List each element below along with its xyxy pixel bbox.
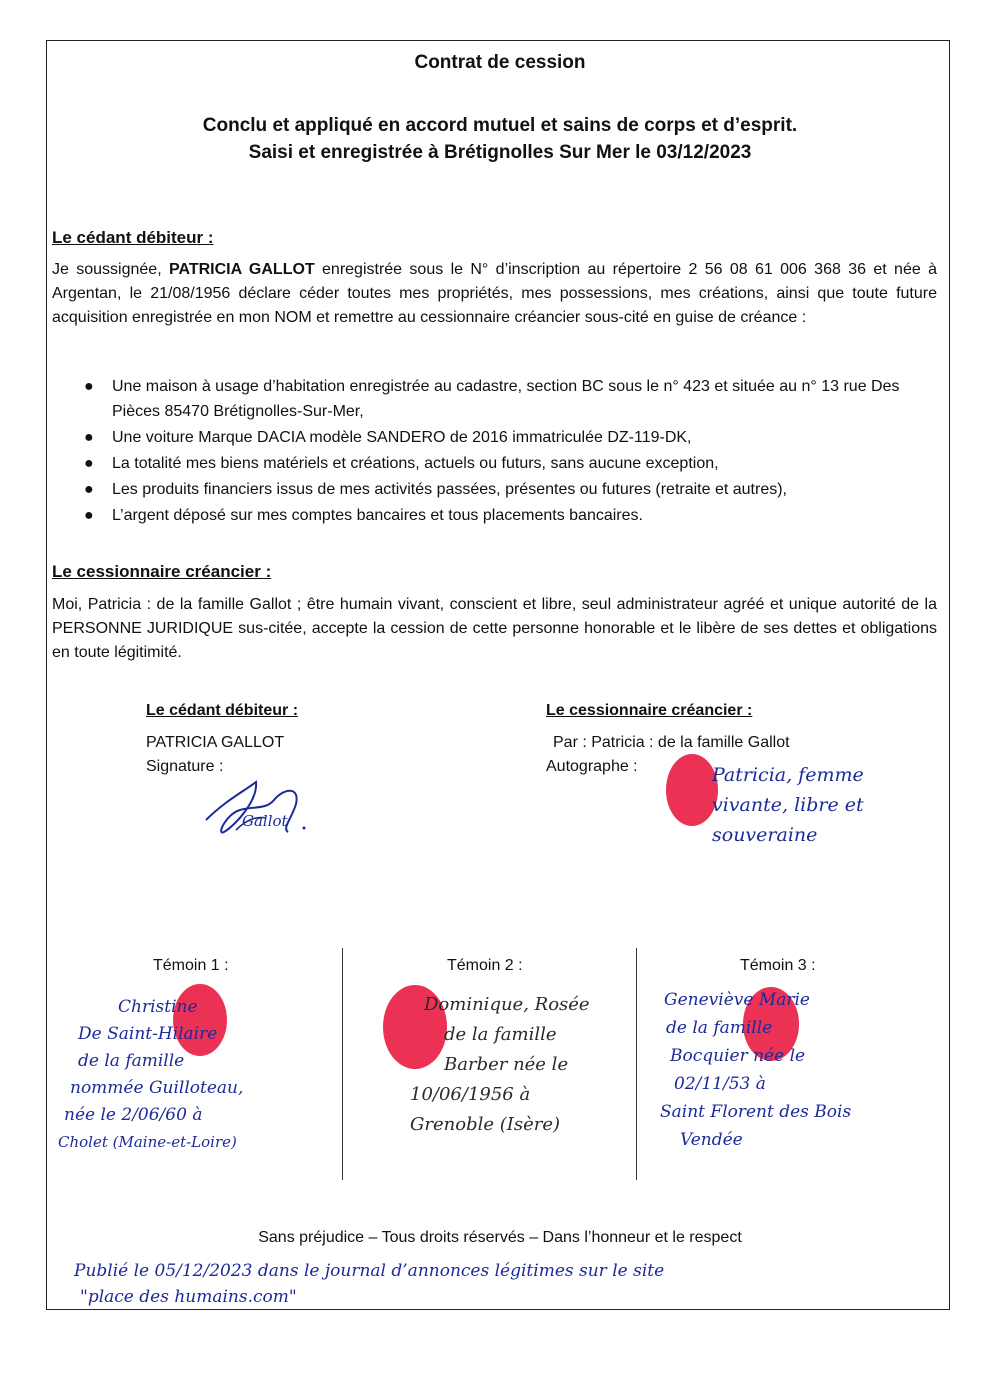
cedant-text-end: enregistrée sous le N° d’inscription au répertoire 2 56 08 61 006 368 36 et née à Argentan, le 21/08/1956 déclare céder toutes mes propriétés, mes possessions, mes créations, ainsi que toute future acquisition enregistrée en mon NOM et remettre au cessionnaire créancier sous-cité en guise de créance : bbox=[52, 261, 937, 326]
bullet-icon: ● bbox=[84, 429, 94, 446]
document-title: Contrat de cession bbox=[414, 52, 586, 73]
hand-line: Patricia, femme bbox=[712, 764, 864, 786]
hand-line: Saint Florent des Bois bbox=[660, 1102, 852, 1122]
list-item bbox=[80, 374, 920, 424]
list-item-text: Une maison à usage d’habitation enregistrée au cadastre, section BC sous le n° 423 et située au n° 13 rue Des Pièces 85470 Brétignolles-Sur-Mer, bbox=[112, 378, 900, 420]
cedant-signature-image bbox=[196, 770, 316, 850]
list-item bbox=[80, 477, 920, 502]
list-item-text: L’argent déposé sur mes comptes bancaires et tous placements bancaires. bbox=[112, 507, 643, 524]
witness-3-label: Témoin 3 : bbox=[740, 957, 816, 974]
hand-line: "place des humains.com" bbox=[80, 1287, 297, 1307]
list-item bbox=[80, 451, 920, 476]
hand-line: Christine bbox=[118, 997, 198, 1017]
hand-line: Vendée bbox=[680, 1130, 743, 1150]
cedant-name: PATRICIA GALLOT bbox=[168, 261, 315, 278]
sig-right-name: Par : Patricia : de la famille Gallot bbox=[553, 734, 790, 751]
witness-divider bbox=[636, 948, 637, 1180]
hand-line: de la famille bbox=[78, 1051, 185, 1071]
cessionnaire-paragraph: Moi, Patricia : de la famille Gallot ; être humain vivant, conscient et libre, seul administrateur agréé et unique autorité de la PERSONNE JURIDIQUE sus-citée, accepte la cession de cette personne honorable et le libère de ses dettes et obligations en toute légitimité. bbox=[52, 596, 937, 661]
hand-line: 10/06/1956 à bbox=[410, 1084, 531, 1105]
sig-left-label: Signature : bbox=[146, 758, 224, 775]
bullet-icon: ● bbox=[84, 507, 94, 524]
witness-divider bbox=[342, 948, 343, 1180]
witness-2-label: Témoin 2 : bbox=[447, 957, 523, 974]
bullet-icon: ● bbox=[84, 378, 94, 395]
hand-line: Barber née le bbox=[444, 1054, 569, 1075]
sig-left-heading: Le cédant débiteur : bbox=[146, 702, 299, 719]
hand-line: Bocquier née le bbox=[670, 1046, 806, 1066]
cedant-text-start: Je soussignée, bbox=[52, 261, 169, 278]
list-item bbox=[80, 425, 920, 450]
witness-1-label: Témoin 1 : bbox=[153, 957, 229, 974]
witness-3-handwriting bbox=[660, 986, 851, 1154]
hand-line: de la famille bbox=[444, 1024, 557, 1045]
cedant-heading: Le cédant débiteur : bbox=[52, 228, 214, 247]
hand-line: née le 2/06/60 à bbox=[64, 1105, 203, 1125]
sig-right-label: Autographe : bbox=[546, 758, 638, 775]
sig-left-name: PATRICIA GALLOT bbox=[146, 734, 285, 751]
list-item-text: La totalité mes biens matériels et créations, actuels ou futurs, sans aucune exception, bbox=[112, 455, 719, 472]
hand-line: souveraine bbox=[712, 824, 818, 846]
hand-line: de la famille bbox=[666, 1018, 773, 1038]
hand-line: Cholet (Maine-et-Loire) bbox=[58, 1133, 237, 1151]
bullet-icon: ● bbox=[84, 455, 94, 472]
cedant-signature-text: Gallot bbox=[242, 812, 288, 830]
goods-list bbox=[80, 374, 920, 529]
list-item bbox=[80, 503, 920, 528]
subtitle-registration: Saisi et enregistrée à Brétignolles Sur Mer le 03/12/2023 bbox=[248, 142, 752, 163]
cedant-paragraph bbox=[52, 258, 937, 330]
hand-line: Publié le 05/12/2023 dans le journal d’annonces légitimes sur le site bbox=[74, 1261, 665, 1281]
cessionnaire-heading: Le cessionnaire créancier : bbox=[52, 562, 272, 581]
list-item-text: Les produits financiers issus de mes activités passées, présentes ou futures (retraite et autres), bbox=[112, 481, 787, 498]
sig-right-heading: Le cessionnaire créancier : bbox=[546, 702, 753, 719]
hand-line: nommée Guilloteau, bbox=[70, 1078, 244, 1098]
hand-line: Dominique, Rosée bbox=[424, 994, 590, 1015]
hand-line: 02/11/53 à bbox=[674, 1074, 766, 1094]
hand-line: Grenoble (Isère) bbox=[410, 1114, 561, 1135]
subtitle-agreement: Conclu et appliqué en accord mutuel et sains de corps et d’esprit. bbox=[202, 115, 798, 136]
bullet-icon: ● bbox=[84, 481, 94, 498]
hand-line: vivante, libre et bbox=[712, 794, 864, 816]
list-item-text: Une voiture Marque DACIA modèle SANDERO de 2016 immatriculée DZ-119-DK, bbox=[112, 429, 692, 446]
cessionnaire-handwriting bbox=[712, 760, 864, 850]
hand-line: Geneviève Marie bbox=[664, 990, 810, 1010]
publication-handwriting bbox=[74, 1258, 664, 1310]
witness-1-handwriting bbox=[58, 994, 243, 1156]
footer-text: Sans préjudice – Tous droits réservés – Dans l’honneur et le respect bbox=[258, 1229, 742, 1246]
hand-line: De Saint-Hilaire bbox=[78, 1024, 218, 1044]
witness-2-handwriting bbox=[410, 990, 590, 1140]
